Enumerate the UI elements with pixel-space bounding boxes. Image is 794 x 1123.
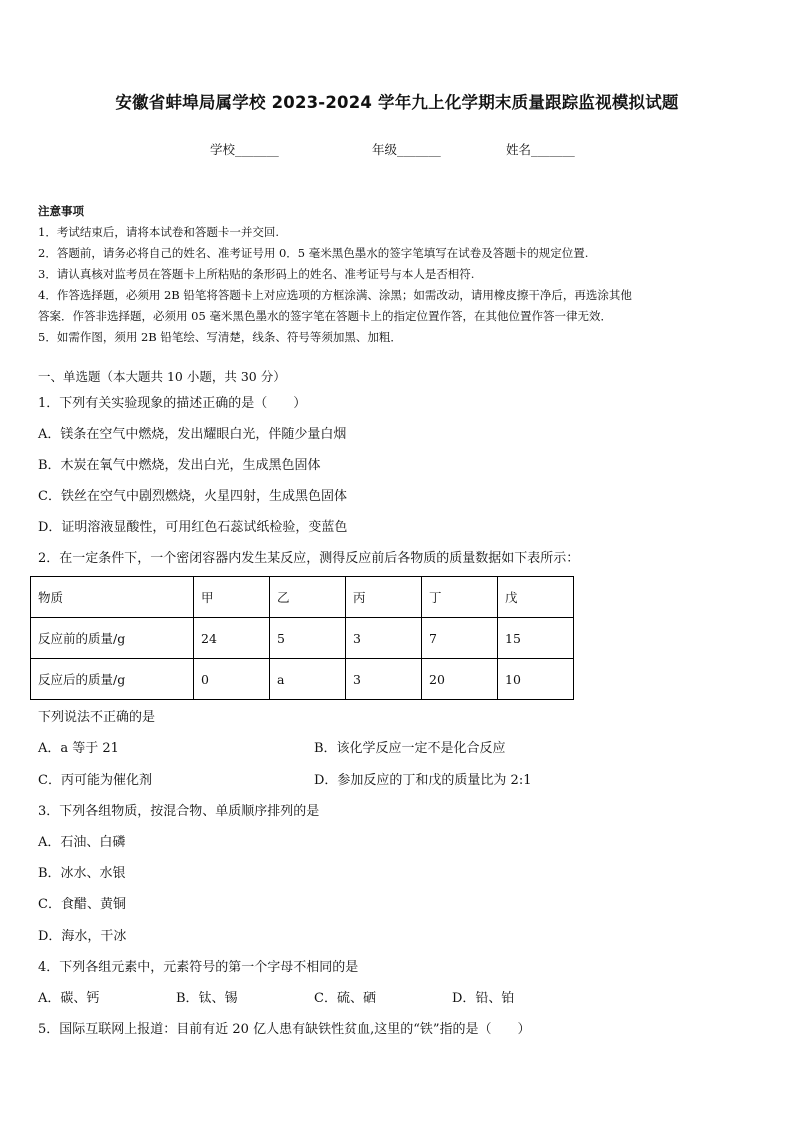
option-d: D．证明溶液显酸性，可用红色石蕊试纸检验，变蓝色 xyxy=(38,520,348,535)
option-a: A．a 等于 21 xyxy=(38,741,119,756)
page-title: 安徽省蚌埠局属学校 2023-2024 学年九上化学期末质量跟踪监视模拟试题 xyxy=(115,93,679,112)
option-c: C．丙可能为催化剂 xyxy=(38,773,152,788)
option-a: A．石油、白磷 xyxy=(38,835,126,850)
table-cell: 10 xyxy=(498,659,574,700)
question-stem: 5．国际互联网上报道：目前有近 20 亿人患有缺铁性贫血,这里的“铁”指的是（ ） xyxy=(38,1022,531,1037)
option-d: D．铅、铂 xyxy=(452,991,515,1006)
option-b: B．冰水、水银 xyxy=(38,866,126,881)
table-cell: 反应后的质量/g xyxy=(31,659,194,700)
question-stem: 2．在一定条件下，一个密闭容器内发生某反应，测得反应前后各物质的质量数据如下表所示： xyxy=(38,551,580,566)
question-stem: 1．下列有关实验现象的描述正确的是（ ） xyxy=(38,396,307,411)
question-stem: 3．下列各组物质，按混合物、单质顺序排列的是 xyxy=(38,804,320,819)
question-stem: 4．下列各组元素中，元素符号的第一个字母不相同的是 xyxy=(38,960,359,975)
section-heading: 一、单选题（本大题共 10 小题，共 30 分） xyxy=(38,369,286,384)
school-field[interactable]: 学校_______ xyxy=(210,142,279,157)
name-field[interactable]: 姓名_______ xyxy=(506,142,575,157)
table-cell: 甲 xyxy=(194,577,270,618)
option-a: A．碳、钙 xyxy=(38,991,100,1006)
table-cell: 5 xyxy=(270,618,346,659)
table-row xyxy=(31,659,574,700)
option-b: B．木炭在氧气中燃烧，发出白光，生成黑色固体 xyxy=(38,458,321,473)
table-cell: 丁 xyxy=(422,577,498,618)
table-cell: 反应前的质量/g xyxy=(31,618,194,659)
table-row xyxy=(31,577,574,618)
note-item: 1．考试结束后，请将本试卷和答题卡一并交回. xyxy=(38,225,279,239)
note-item: 5．如需作图，须用 2B 铅笔绘、写清楚，线条、符号等须加黑、加粗． xyxy=(38,330,402,344)
option-c: C．食醋、黄铜 xyxy=(38,897,126,912)
note-item: 3．请认真核对监考员在答题卡上所粘贴的条形码上的姓名、准考证号与本人是否相符. xyxy=(38,267,475,281)
note-item: 2．答题前，请务必将自己的姓名、准考证号用 0．5 毫米黑色墨水的签字笔填写在试卷及答题卡的规定位置. xyxy=(38,246,589,260)
table-cell: 乙 xyxy=(270,577,346,618)
table-cell: 24 xyxy=(194,618,270,659)
table-cell: a xyxy=(270,659,346,700)
table-cell: 戊 xyxy=(498,577,574,618)
table-cell: 物质 xyxy=(31,577,194,618)
table-row xyxy=(31,618,574,659)
option-c: C．硫、硒 xyxy=(314,991,376,1006)
table-cell: 15 xyxy=(498,618,574,659)
note-item: 答案．作答非选择题，必须用 05 毫米黑色墨水的签字笔在答题卡上的指定位置作答，在其他位置作答一律无效． xyxy=(38,309,612,323)
note-item: 4．作答选择题，必须用 2B 铅笔将答题卡上对应选项的方框涂满、涂黑；如需改动，请用橡皮擦干净后，再选涂其他 xyxy=(38,288,632,302)
table-cell: 7 xyxy=(422,618,498,659)
option-b: B．该化学反应一定不是化合反应 xyxy=(314,741,506,756)
table-cell: 3 xyxy=(346,618,422,659)
option-a: A．镁条在空气中燃烧，发出耀眼白光，伴随少量白烟 xyxy=(38,427,347,442)
option-d: D．海水，干冰 xyxy=(38,929,127,944)
table-cell: 0 xyxy=(194,659,270,700)
table-cell: 丙 xyxy=(346,577,422,618)
table-cell: 20 xyxy=(422,659,498,700)
option-d: D．参加反应的丁和戊的质量比为 2:1 xyxy=(314,773,532,788)
grade-field[interactable]: 年级_______ xyxy=(372,142,441,157)
option-b: B．钛、锡 xyxy=(176,991,238,1006)
question-prompt: 下列说法不正确的是 xyxy=(38,710,156,725)
table-cell: 3 xyxy=(346,659,422,700)
notes-heading: 注意事项 xyxy=(38,204,84,218)
option-c: C．铁丝在空气中剧烈燃烧，火星四射，生成黑色固体 xyxy=(38,489,347,504)
mass-data-table xyxy=(30,576,574,700)
